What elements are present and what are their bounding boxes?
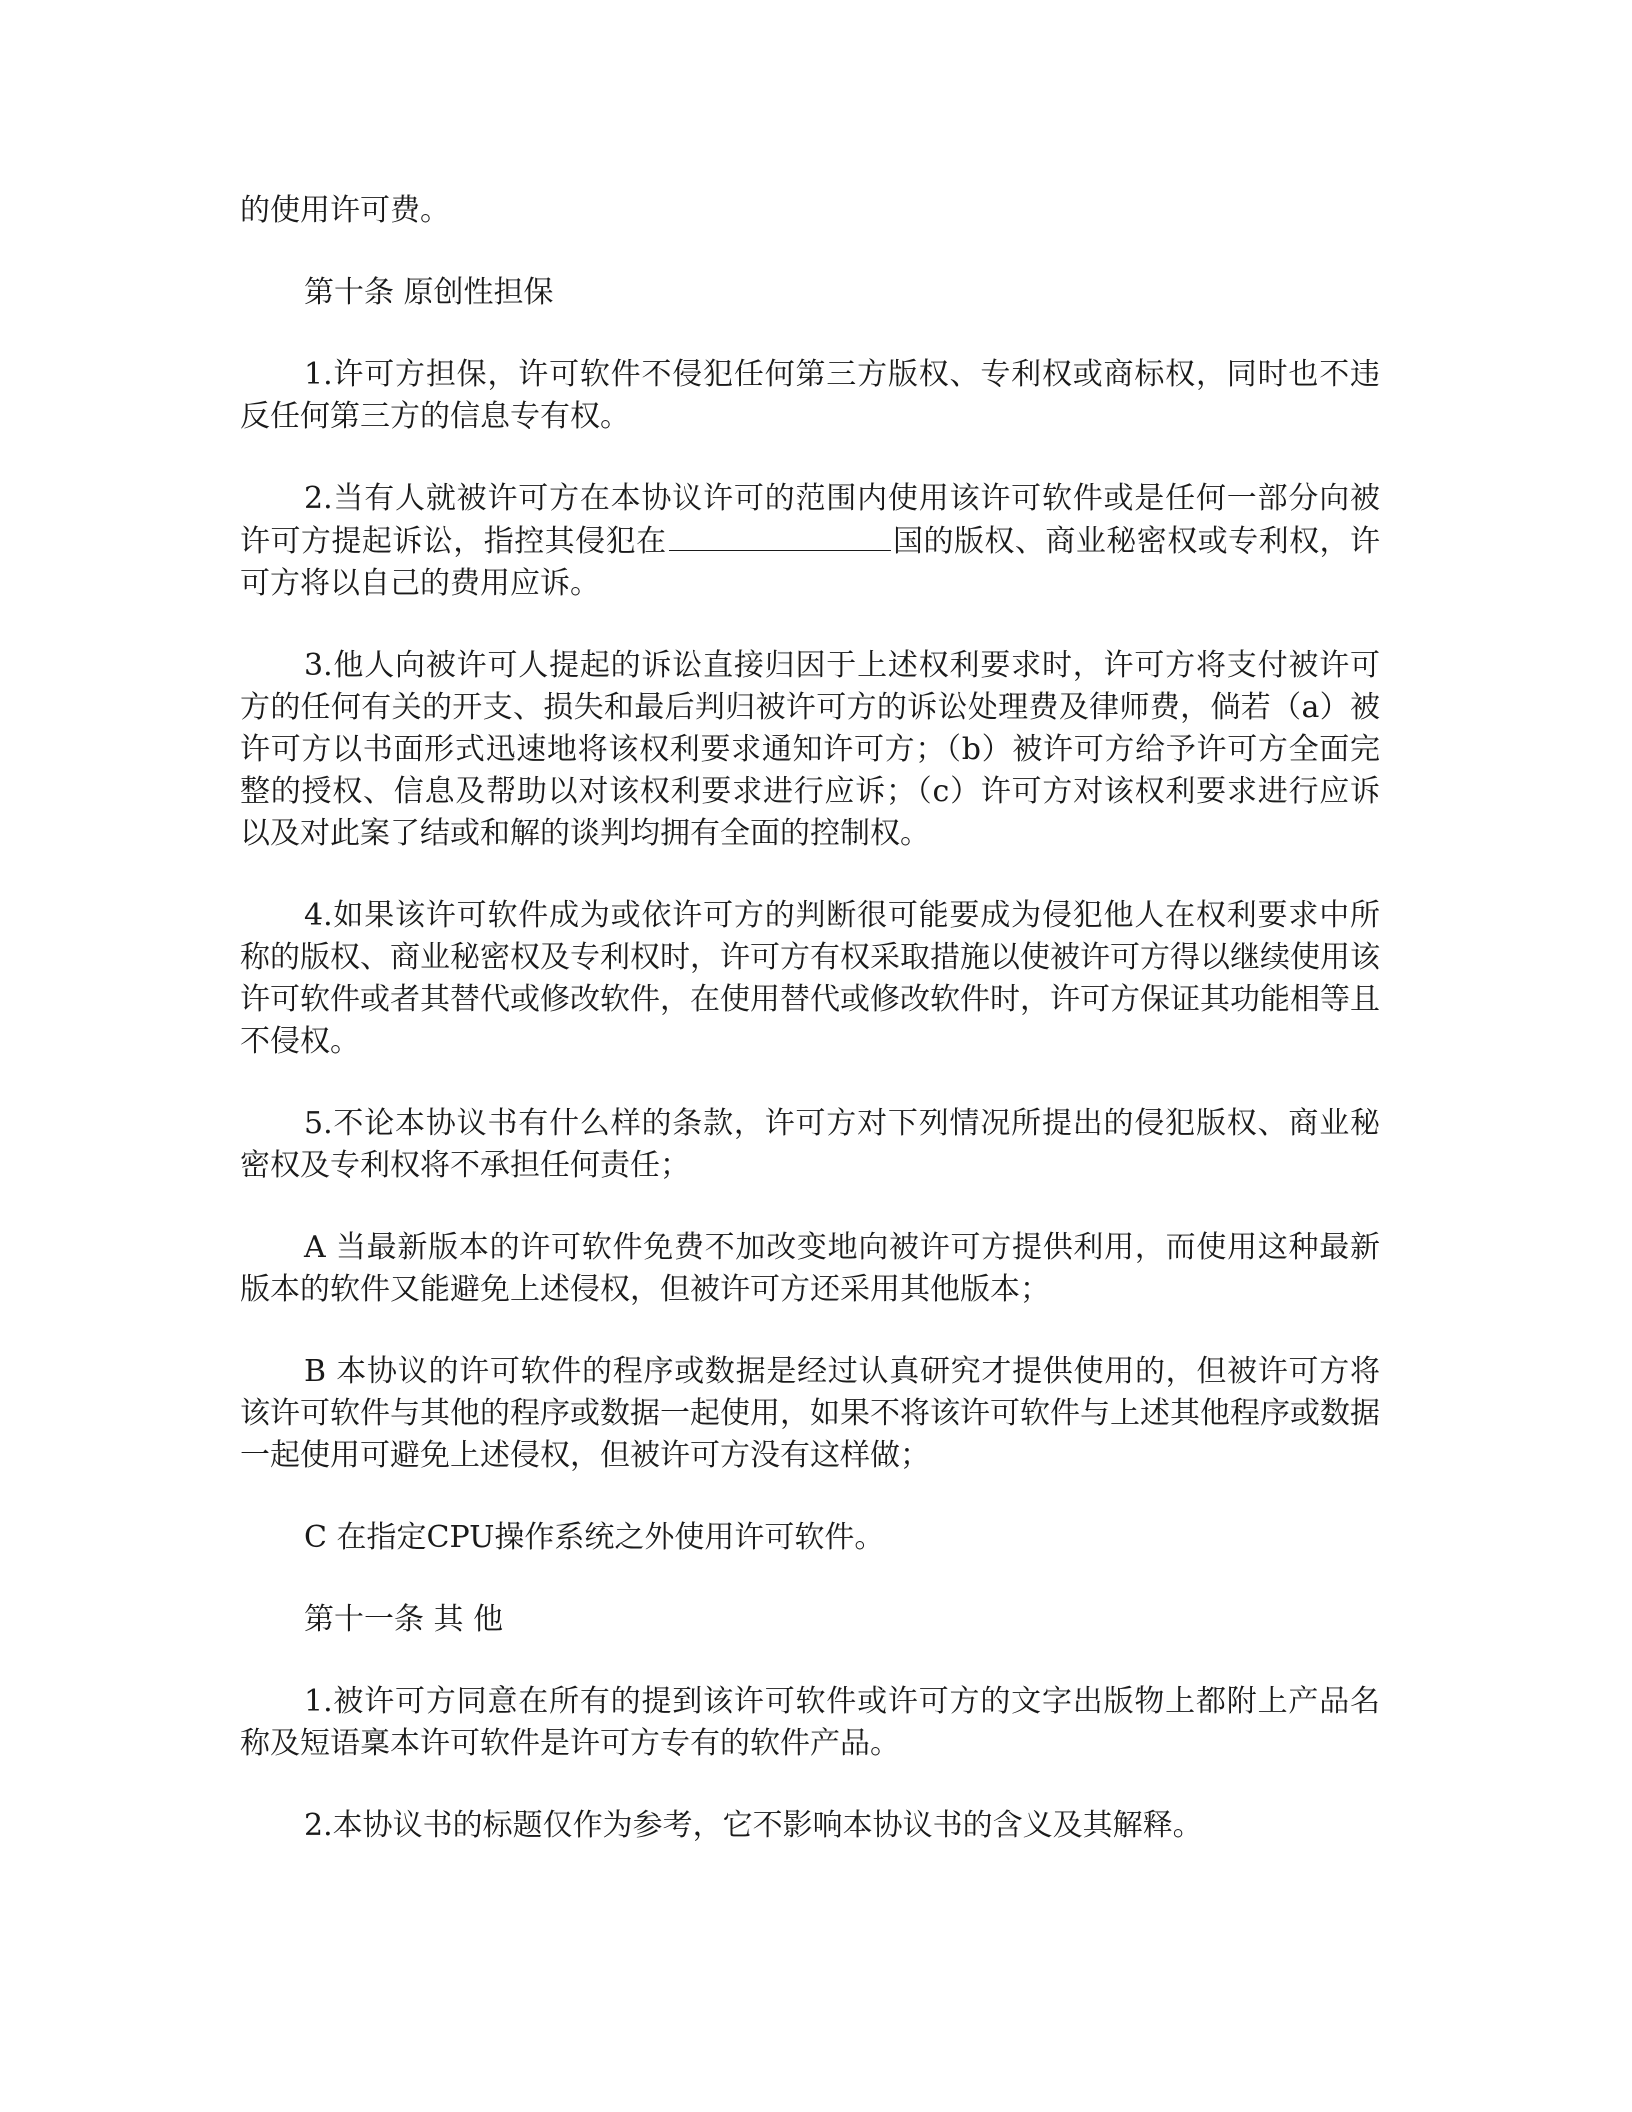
clause-10-5-a: A 当最新版本的许可软件免费不加改变地向被许可方提供利用，而使用这种最新版本的软件又能避免上述侵权，但被许可方还采用其他版本； bbox=[240, 1230, 1380, 1307]
clause-10-5-b: B 本协议的许可软件的程序或数据是经过认真研究才提供使用的，但被许可方将该许可软件与其他的程序或数据一起使用，如果不将该许可软件与上述其他程序或数据一起使用可避免上述侵权，但被许可方没有这样做； bbox=[240, 1354, 1380, 1473]
section-heading-article-11: 第十一条 其 他 bbox=[304, 1602, 504, 1637]
clause-10-4: 4.如果该许可软件成为或依许可方的判断很可能要成为侵犯他人在权利要求中所称的版权、商业秘密权及专利权时，许可方有权采取措施以使被许可方得以继续使用该许可软件或者其替代或修改软件，在使用替代或修改软件时，许可方保证其功能相等且不侵权。 bbox=[240, 898, 1380, 1059]
country-blank-field[interactable] bbox=[669, 520, 891, 551]
clause-10-5: 5.不论本协议书有什么样的条款，许可方对下列情况所提出的侵犯版权、商业秘密权及专利权将不承担任何责任； bbox=[240, 1106, 1380, 1183]
paragraph-continuation: 的使用许可费。 bbox=[240, 193, 450, 228]
clause-11-2: 2.本协议书的标题仅作为参考，它不影响本协议书的含义及其解释。 bbox=[304, 1808, 1203, 1843]
clause-10-3: 3.他人向被许可人提起的诉讼直接归因于上述权利要求时，许可方将支付被许可方的任何有关的开支、损失和最后判归被许可方的诉讼处理费及律师费，倘若（a）被许可方以书面形式迅速地将该权利要求通知许可方；（b）被许可方给予许可方全面完整的授权、信息及帮助以对该权利要求进行应诉；（c）许可方对该权利要求进行应诉以及对此案了结或和解的谈判均拥有全面的控制权。 bbox=[240, 648, 1380, 851]
clause-11-1: 1.被许可方同意在所有的提到该许可软件或许可方的文字出版物上都附上产品名称及短语稟本许可软件是许可方专有的软件产品。 bbox=[240, 1684, 1380, 1761]
document-page bbox=[240, 190, 1380, 1887]
clause-10-2 bbox=[240, 478, 1380, 605]
clause-10-1: 1.许可方担保，许可软件不侵犯任何第三方版权、专利权或商标权，同时也不违反任何第三方的信息专有权。 bbox=[240, 357, 1380, 434]
section-heading-article-10: 第十条 原创性担保 bbox=[304, 275, 554, 310]
clause-10-2-part-1: 2.当有人就被许可方在本协议许可的范围内使用该许可软件或是任何一部分向被许可方提起诉讼，指控其侵犯在 bbox=[240, 481, 1380, 559]
clause-10-5-c: C 在指定CPU操作系统之外使用许可软件。 bbox=[304, 1520, 885, 1555]
clause-10-2-part-2: 国的版权、商业秘密权或专利权，许可方将以自己的费用应诉。 bbox=[240, 524, 1381, 601]
